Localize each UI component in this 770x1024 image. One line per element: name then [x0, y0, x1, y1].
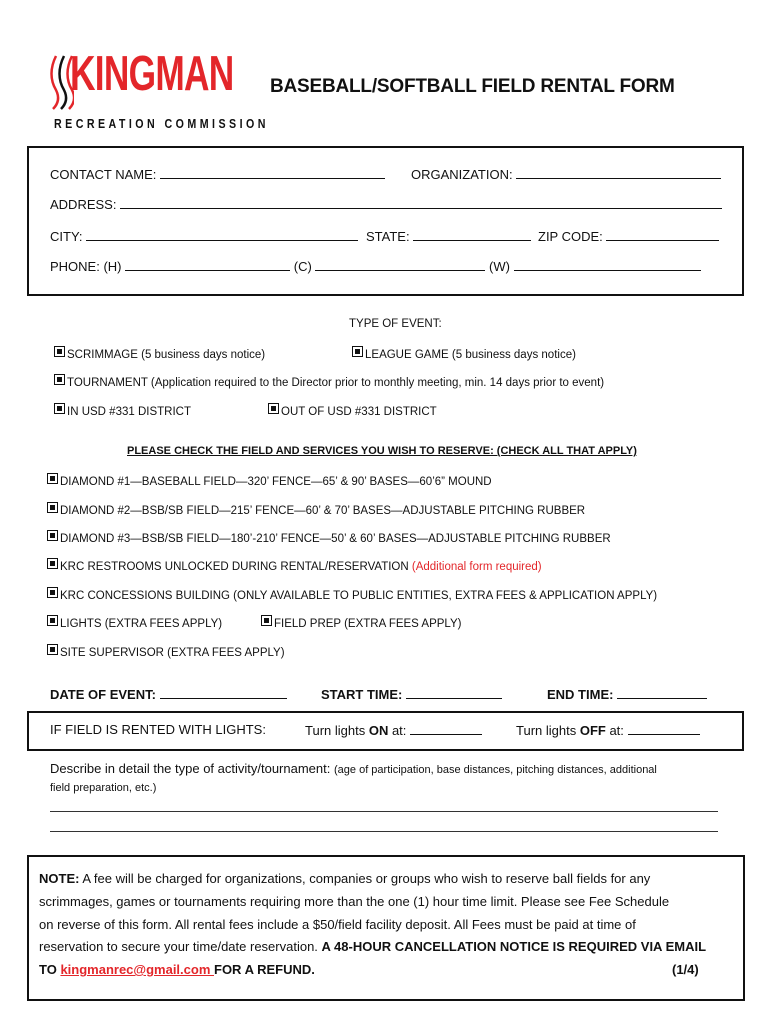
- diamond1-option[interactable]: [47, 473, 492, 488]
- end-time-label: END TIME:: [547, 687, 614, 702]
- in-district-option[interactable]: [54, 403, 191, 418]
- note-refund: FOR A REFUND.: [214, 962, 315, 977]
- page-number: (1/4): [672, 962, 699, 977]
- note-to: TO: [39, 962, 61, 977]
- organization-field[interactable]: [516, 166, 721, 179]
- city-row: [50, 228, 358, 244]
- phone-home-field[interactable]: [125, 258, 290, 271]
- restrooms-note: (Additional form required): [411, 561, 542, 573]
- phone-row: [50, 258, 701, 274]
- diamond2-label: DIAMOND #2—BSB/SB FIELD—215’ FENCE—60’ & 70’ BASES—ADJUSTABLE PITCHING RUBBER: [60, 505, 586, 517]
- note-line-5: [39, 958, 315, 981]
- services-heading: PLEASE CHECK THE FIELD AND SERVICES YOU WISH TO RESERVE: (CHECK ALL THAT APPLY): [127, 445, 637, 457]
- out-district-label: OUT OF USD #331 DISTRICT: [281, 406, 437, 418]
- diamond1-label: DIAMOND #1—BASEBALL FIELD—320’ FENCE—65’ & 90’ BASES—60’6” MOUND: [60, 476, 492, 488]
- field-prep-checkbox[interactable]: [261, 615, 272, 626]
- date-field[interactable]: [160, 686, 287, 699]
- address-row: [50, 196, 722, 212]
- date-row: [50, 686, 287, 702]
- scrimmage-option[interactable]: [54, 346, 265, 361]
- in-district-checkbox[interactable]: [54, 403, 65, 414]
- date-label: DATE OF EVENT:: [50, 687, 156, 702]
- logo: [50, 46, 269, 140]
- out-district-option[interactable]: [268, 403, 437, 418]
- diamond3-label: DIAMOND #3—BSB/SB FIELD—180’-210’ FENCE—50’ & 60’ BASES—ADJUSTABLE PITCHING RUBBER: [60, 533, 611, 545]
- note-text-4: reservation to secure your time/date reservation.: [39, 939, 322, 954]
- tournament-checkbox[interactable]: [54, 374, 65, 385]
- note-cancellation: A 48-HOUR CANCELLATION NOTICE IS REQUIRED VIA EMAIL: [321, 939, 707, 954]
- diamond1-checkbox[interactable]: [47, 473, 58, 484]
- zip-row: [538, 228, 719, 244]
- in-district-label: IN USD #331 DISTRICT: [67, 406, 191, 418]
- form-title: BASEBALL/SOFTBALL FIELD RENTAL FORM: [270, 76, 675, 97]
- note-label: NOTE:: [39, 871, 80, 886]
- logo-subtitle: RECREATION COMMISSION: [54, 116, 269, 131]
- logo-wordmark: KINGMAN: [70, 47, 234, 101]
- phone-work-field[interactable]: [514, 258, 701, 271]
- phone-home-label: PHONE: (H): [50, 259, 122, 274]
- lights-off-row: [516, 722, 700, 738]
- end-time-field[interactable]: [617, 686, 707, 699]
- tournament-label: TOURNAMENT (Application required to the Director prior to monthly meeting, min. 14 days prior to event): [67, 377, 605, 389]
- out-district-checkbox[interactable]: [268, 403, 279, 414]
- field-prep-option[interactable]: [261, 615, 461, 630]
- zip-field[interactable]: [606, 228, 719, 241]
- lights-label: LIGHTS (EXTRA FEES APPLY): [60, 618, 223, 630]
- lights-on-bold: ON: [368, 723, 389, 738]
- city-label: CITY:: [50, 229, 83, 244]
- contact-name-row: [50, 166, 385, 182]
- league-label: LEAGUE GAME (5 business days notice): [365, 349, 576, 361]
- note-text-1: A fee will be charged for organizations, companies or groups who wish to reserve ball fields for any: [79, 871, 651, 886]
- lights-off-bold: OFF: [579, 723, 606, 738]
- note-line-3: on reverse of this form. All rental fees include a $50/field facility deposit. All Fees must be paid at time of: [39, 917, 636, 932]
- note-line-2: scrimmages, games or tournaments requiring more than the one (1) hour time limit. Please see Fee Schedule: [39, 894, 670, 909]
- contact-name-field[interactable]: [160, 166, 385, 179]
- address-label: ADDRESS:: [50, 197, 117, 212]
- lights-checkbox[interactable]: [47, 615, 58, 626]
- lights-on-suffix: at:: [388, 723, 407, 738]
- supervisor-label: SITE SUPERVISOR (EXTRA FEES APPLY): [60, 647, 285, 659]
- restrooms-option[interactable]: [47, 558, 542, 573]
- field-prep-label: FIELD PREP (EXTRA FEES APPLY): [274, 618, 462, 630]
- describe-label: Describe in detail the type of activity/tournament:: [50, 761, 331, 776]
- league-option[interactable]: [352, 346, 576, 361]
- start-time-field[interactable]: [406, 686, 502, 699]
- describe-row: [50, 761, 657, 776]
- diamond3-option[interactable]: [47, 530, 611, 545]
- tournament-option[interactable]: [54, 374, 604, 389]
- scrimmage-label: SCRIMMAGE (5 business days notice): [67, 349, 266, 361]
- phone-cell-field[interactable]: [315, 258, 485, 271]
- concessions-label: KRC CONCESSIONS BUILDING (ONLY AVAILABLE TO PUBLIC ENTITIES, EXTRA FEES & APPLICATION APPLY): [60, 590, 658, 602]
- restrooms-checkbox[interactable]: [47, 558, 58, 569]
- start-time-row: [321, 686, 502, 702]
- concessions-checkbox[interactable]: [47, 587, 58, 598]
- city-field[interactable]: [86, 228, 358, 241]
- lights-off-field[interactable]: [628, 722, 700, 735]
- lights-on-row: [305, 722, 482, 738]
- lights-on-text: Turn lights: [305, 723, 369, 738]
- supervisor-checkbox[interactable]: [47, 644, 58, 655]
- state-label: STATE:: [366, 229, 410, 244]
- diamond3-checkbox[interactable]: [47, 530, 58, 541]
- organization-label: ORGANIZATION:: [411, 167, 513, 182]
- describe-detail-2: field preparation, etc.): [50, 782, 157, 794]
- describe-line-2[interactable]: [50, 831, 718, 832]
- note-line-4: [39, 935, 706, 958]
- concessions-option[interactable]: [47, 587, 657, 602]
- lights-off-text: Turn lights: [516, 723, 580, 738]
- organization-row: [411, 166, 721, 182]
- restrooms-label: KRC RESTROOMS UNLOCKED DURING RENTAL/RESERVATION: [60, 561, 409, 573]
- lights-on-field[interactable]: [410, 722, 482, 735]
- lights-off-suffix: at:: [605, 723, 624, 738]
- state-field[interactable]: [413, 228, 531, 241]
- state-row: [366, 228, 531, 244]
- supervisor-option[interactable]: [47, 644, 285, 659]
- zip-label: ZIP CODE:: [538, 229, 603, 244]
- describe-line-1[interactable]: [50, 811, 718, 812]
- phone-cell-label: (C): [293, 259, 312, 274]
- phone-work-label: (W): [489, 259, 510, 274]
- diamond2-option[interactable]: [47, 502, 585, 517]
- address-field[interactable]: [120, 196, 722, 209]
- scrimmage-checkbox[interactable]: [54, 346, 65, 357]
- email-link[interactable]: kingmanrec@gmail.com: [60, 962, 214, 977]
- note-line-1: [39, 867, 650, 890]
- diamond2-checkbox[interactable]: [47, 502, 58, 513]
- end-time-row: [547, 686, 707, 702]
- describe-detail: (age of participation, base distances, pitching distances, additional: [334, 764, 657, 776]
- league-checkbox[interactable]: [352, 346, 363, 357]
- lights-option[interactable]: [47, 615, 222, 630]
- start-time-label: START TIME:: [321, 687, 403, 702]
- contact-name-label: CONTACT NAME:: [50, 167, 157, 182]
- lights-box-label: IF FIELD IS RENTED WITH LIGHTS:: [50, 722, 266, 737]
- event-type-heading: TYPE OF EVENT:: [349, 318, 442, 330]
